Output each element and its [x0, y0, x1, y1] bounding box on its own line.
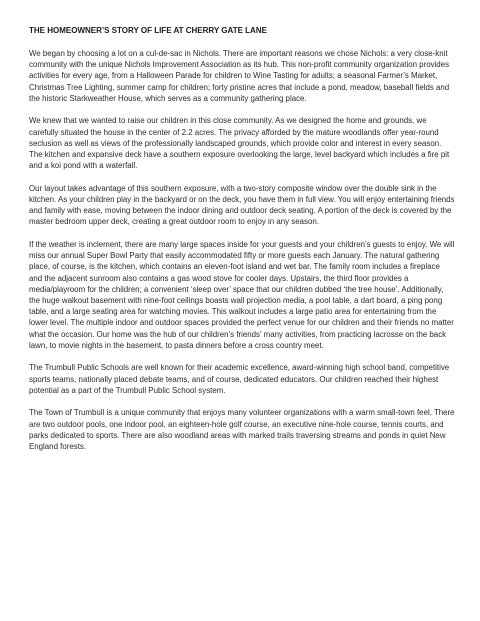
- paragraph-town: The Town of Trumbull is a unique community that enjoys many volunteer organizations with a warm small-town feel. There are two outdoor pools, one indoor pool, an eighteen-hole golf course, an executive nine-hole course, tennis courts, and parks dedicated to sports. There are also woodland areas with marked trails traversing streams and ponds in quiet New England forests.: [29, 408, 455, 452]
- paragraph-indoor-spaces: If the weather is inclement, there are many large spaces inside for your guests and your children’s guests to enjoy. We will miss our annual Super Bowl Party that easily accommodated fifty or more guests each January. The natural gathering place, of course, is the kitchen, which contains an eleven-foot island and wet bar. The family room includes a fireplace and the adjacent sunroom also contains a gas wood stove for cooler days. Upstairs, the third floor provides a media/playroom for the children; a convenient ‘sleep over’ space that our children dubbed ‘the tree house’. Additionally, the huge walkout basement with nine-foot ceilings boasts wall projection media, a pool table, a dart board, a ping pong table, and a large seating area for watching movies. This walkout includes a large patio area for entertaining from the lower level. The multiple indoor and outdoor spaces provided the perfect venue for our children and their friends no matter what the occasion. Our home was the hub of our children’s friends’ many activities, from practicing lacrosse on the back lawn, to movie nights in the basement, to pasta dinners before a cross country meet.: [29, 240, 455, 350]
- paragraph-schools: The Trumbull Public Schools are well known for their academic excellence, award-winning high school band, competitive sports teams, nationally placed debate teams, and of course, dedicated educators. Our children reached their highest potential as a part of the Trumbull Public School system.: [29, 363, 450, 395]
- document-page: [29, 25, 455, 464]
- paragraph-home-grounds: We knew that we wanted to raise our children in this close community. As we designed the home and grounds, we carefully situated the house in the center of 2.2 acres. The privacy afforded by the mature woodlands offer year-round seclusion as well as views of the professionally landscaped grounds, which provide color and interest in every season. The kitchen and expansive deck have a southern exposure overlooking the large, level backyard which includes a fire pit and a koi pond with a waterfall.: [29, 116, 450, 171]
- paragraph-nichols: We began by choosing a lot on a cul-de-sac in Nichols. There are important reasons we chose Nichols: a very close-knit community with the unique Nichols Improvement Association as its hub. This non-profit community organization provides activities for every age, from a Halloween Parade for children to Wine Tasting for adults; a seasonal Farmer’s Market, Christmas Tree Lighting, summer camp for children; forty pristine acres that include a pond, meadow, baseball fields and the historic Starkweather House, which serves as a community gathering place.: [29, 49, 450, 103]
- paragraph-layout: Our layout takes advantage of this southern exposure, with a two-story composite window over the double sink in the kitchen. As your children play in the backyard or on the deck, you have them in full view. You will enjoy entertaining friends and family with ease, moving between the indoor dining and outdoor deck seating. A portion of the deck is covered by the master bedroom upper deck, creating a great outdoor room to enjoy in any season.: [29, 183, 455, 227]
- document-title: THE HOMEOWNER’S STORY OF LIFE AT CHERRY GATE LANE: [29, 26, 267, 35]
